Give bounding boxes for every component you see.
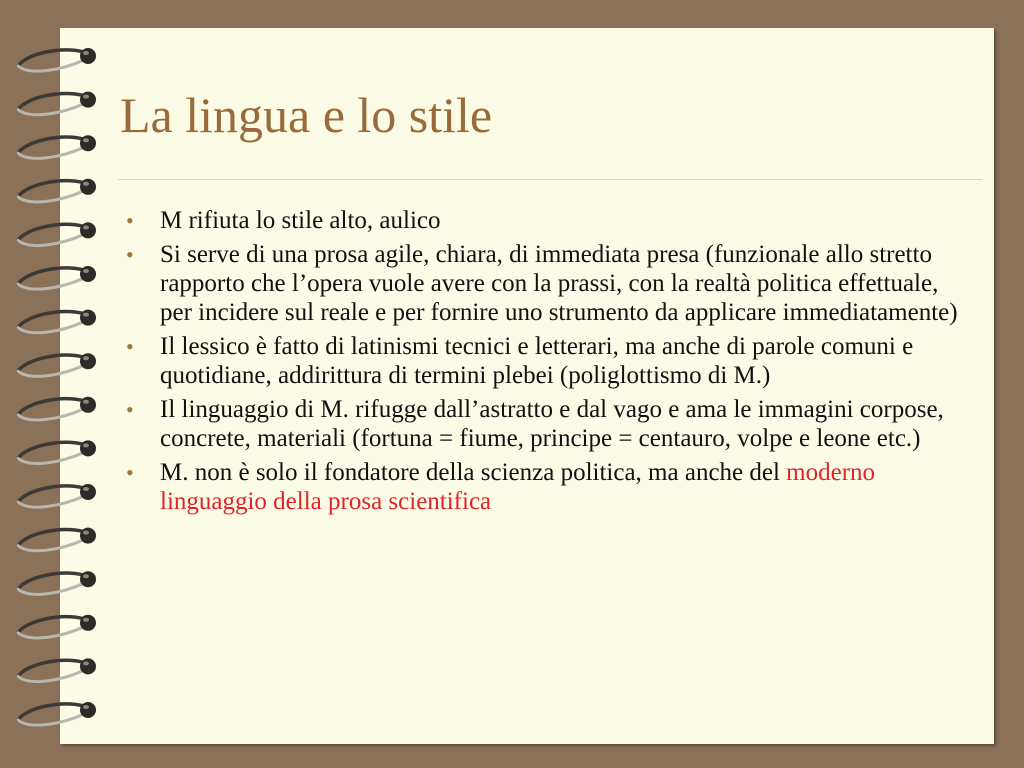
- bullet-dot-icon: •: [126, 397, 134, 422]
- binding-ring-icon: [18, 135, 96, 158]
- binding-ring-icon: [18, 571, 96, 594]
- binding-ring-icon: [18, 179, 96, 202]
- binding-ring-icon: [18, 484, 96, 507]
- slide-title: La lingua e lo stile: [120, 87, 493, 143]
- bullet-item: [122, 240, 968, 327]
- spiral-binding-icon: [0, 0, 110, 768]
- bullet-text: Il linguaggio di M. rifugge dall’astratto e dal vago e ama le immagini corpose, concrete, materiali (fortuna = fiume, principe = centauro, volpe e leone etc.): [160, 396, 944, 452]
- binding-ring-icon: [18, 266, 96, 289]
- bullet-text: M rifiuta lo stile alto, aulico: [160, 207, 441, 234]
- binding-ring-icon: [18, 528, 96, 551]
- binding-ring-icon: [18, 702, 96, 725]
- bullet-dot-icon: •: [126, 242, 134, 267]
- bullet-item: [122, 332, 968, 390]
- bullet-text: Il lessico è fatto di latinismi tecnici e letterari, ma anche di parole comuni e quotidiane, addirittura di termini plebei (poliglottismo di M.): [160, 333, 914, 389]
- bullet-dot-icon: •: [126, 334, 134, 359]
- binding-ring-icon: [18, 658, 96, 681]
- binding-ring-icon: [18, 92, 96, 115]
- highlighted-text: moderno linguaggio della prosa scientifica: [160, 459, 876, 515]
- bullet-dot-icon: •: [126, 208, 134, 233]
- title-divider: [118, 179, 982, 180]
- binding-ring-icon: [18, 615, 96, 638]
- binding-ring-icon: [18, 397, 96, 420]
- bullet-text: M. non è solo il fondatore della scienza politica, ma anche del: [160, 459, 787, 486]
- bullet-dot-icon: •: [126, 460, 134, 485]
- binding-ring-icon: [18, 222, 96, 245]
- bullet-item: [122, 206, 968, 235]
- binding-ring-icon: [18, 440, 96, 463]
- binding-ring-icon: [18, 310, 96, 333]
- binding-ring-icon: [18, 48, 96, 71]
- bullet-item: [122, 395, 968, 453]
- binding-ring-icon: [18, 353, 96, 376]
- bullet-text: Si serve di una prosa agile, chiara, di immediata presa (funzionale allo stretto rapporto che l’opera vuole avere con la prassi, con la realtà politica effettuale, per incidere sul reale e per fornire uno strumento da applicare immediatamente): [160, 241, 958, 326]
- bullet-list: [122, 206, 968, 521]
- bullet-item: [122, 458, 968, 516]
